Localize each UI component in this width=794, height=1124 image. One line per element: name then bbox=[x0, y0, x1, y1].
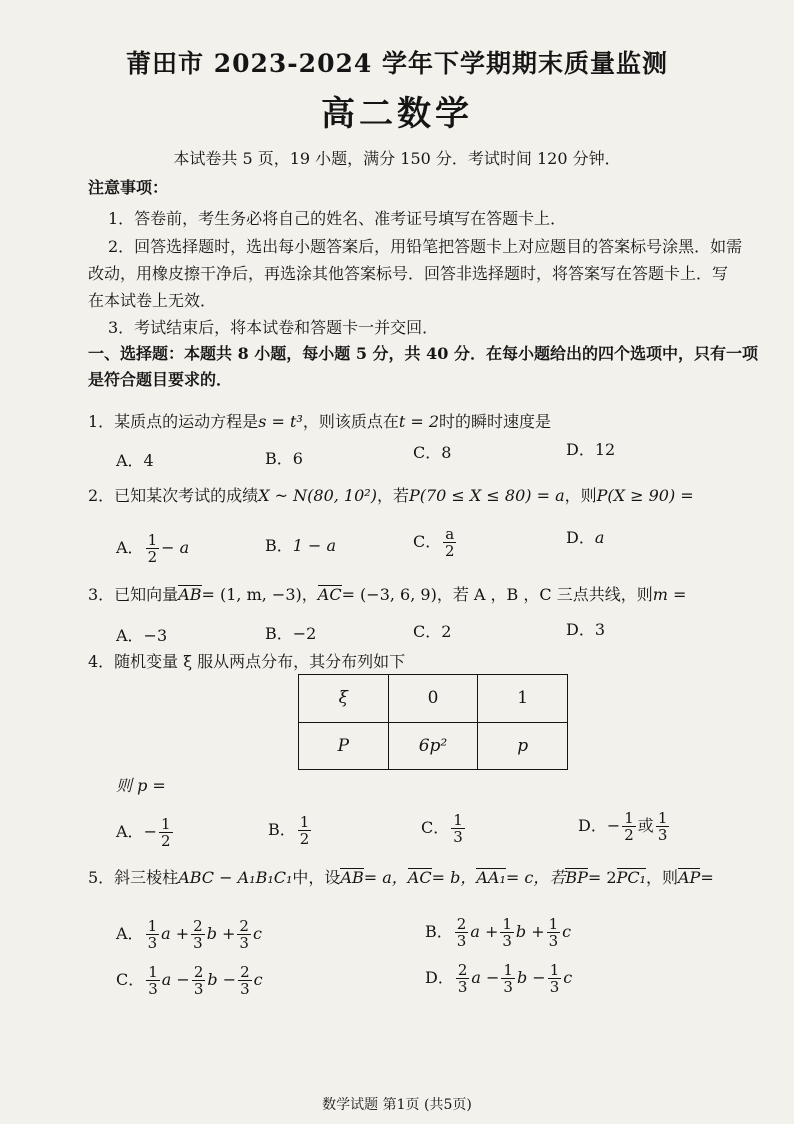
option-label: D． bbox=[566, 528, 595, 547]
q1-time: t = 2 bbox=[398, 412, 440, 431]
cell-text: ξ bbox=[338, 688, 349, 709]
minus-sign: − bbox=[143, 822, 157, 841]
option-label: B． bbox=[425, 922, 453, 941]
q3-value: = (1, m, −3)， bbox=[201, 585, 318, 604]
table-cell: 0 bbox=[388, 675, 478, 723]
q5-option-d bbox=[425, 962, 572, 995]
q5-option-b bbox=[425, 916, 571, 949]
q5-value: = a， bbox=[363, 868, 408, 887]
numerator: 1 bbox=[624, 809, 634, 827]
option-label: B． bbox=[268, 820, 296, 839]
denominator: 2 bbox=[160, 832, 171, 850]
q1-text: ，则该质点在 bbox=[302, 412, 399, 431]
q5-ask: = bbox=[700, 868, 714, 887]
vector-ab: AB bbox=[178, 585, 202, 604]
note-item: 1．答卷前，考生务必将自己的姓名、准考证号填写在答题卡上． bbox=[108, 209, 567, 228]
q2-option-b bbox=[265, 536, 336, 556]
table-cell bbox=[299, 722, 389, 770]
q2-text: ，则 bbox=[564, 486, 597, 505]
fraction bbox=[159, 816, 173, 849]
fraction bbox=[443, 526, 456, 559]
cell-text: 6p² bbox=[418, 735, 448, 756]
q2-text: ，若 bbox=[376, 486, 409, 505]
fraction bbox=[237, 918, 251, 951]
numerator: 2 bbox=[457, 961, 468, 979]
denominator: 2 bbox=[624, 826, 634, 844]
q5-value: = 2 bbox=[587, 868, 617, 887]
denominator: 3 bbox=[147, 934, 158, 952]
option-label: D． bbox=[578, 816, 607, 835]
section-heading: 一、选择题：本题共 8 小题，每小题 5 分，共 40 分．在每小题给出的四个选项中，只有一项 bbox=[88, 344, 758, 363]
denominator: 3 bbox=[193, 934, 203, 952]
term: c bbox=[252, 924, 262, 943]
numerator: 1 bbox=[147, 531, 158, 549]
term: a + bbox=[470, 922, 499, 941]
vector-ac: AC bbox=[317, 585, 342, 604]
denominator: 2 bbox=[444, 542, 455, 560]
q4-option-d bbox=[578, 810, 671, 843]
note-item: 2．回答选择题时，选出每小题答案后，用铅笔把答题卡上对应题目的答案标号涂黑．如需 bbox=[108, 237, 743, 256]
q2-probability: P(70 ≤ X ≤ 80) = a bbox=[408, 486, 565, 505]
table-cell: 1 bbox=[478, 675, 568, 723]
numerator: 2 bbox=[456, 915, 467, 933]
denominator: 3 bbox=[148, 980, 158, 998]
term: a − bbox=[471, 968, 500, 987]
or-word: 或 bbox=[637, 816, 654, 835]
option-label: B． bbox=[265, 536, 293, 555]
vector-pc1: PC₁ bbox=[616, 868, 646, 887]
table-cell bbox=[478, 722, 568, 770]
option-label: D． bbox=[425, 968, 454, 987]
numerator: a bbox=[445, 525, 455, 543]
option-value: 1 − a bbox=[292, 536, 337, 555]
q3-option-d: D．3 bbox=[566, 620, 606, 639]
q1-option-c: C．8 bbox=[413, 443, 452, 462]
option-label: A． bbox=[116, 924, 144, 943]
table-row bbox=[299, 722, 568, 770]
denominator: 2 bbox=[299, 830, 310, 848]
q5-text: 中，设 bbox=[292, 868, 341, 887]
numerator: 2 bbox=[193, 917, 203, 935]
denominator: 2 bbox=[147, 548, 158, 566]
minus-sign: − bbox=[606, 816, 621, 835]
q2-option-d bbox=[566, 528, 604, 548]
q4-ask-text: 则 p = bbox=[116, 776, 166, 795]
q1-text: 1．某质点的运动方程是 bbox=[88, 412, 259, 431]
distribution-table bbox=[298, 674, 568, 770]
numerator: 1 bbox=[453, 811, 463, 829]
question-4-stem: 4．随机变量 ξ 服从两点分布，其分布列如下 bbox=[88, 652, 406, 671]
option-value: a bbox=[594, 528, 605, 547]
q2-option-a bbox=[116, 532, 189, 565]
fraction bbox=[548, 962, 562, 995]
question-2-stem bbox=[88, 486, 694, 506]
notes-heading: 注意事项： bbox=[88, 178, 169, 197]
q1-equation: s = t³ bbox=[258, 412, 303, 431]
q2-option-c bbox=[413, 526, 458, 559]
option-label: A． bbox=[116, 822, 144, 841]
numerator: 1 bbox=[548, 915, 559, 933]
numerator: 1 bbox=[657, 809, 668, 827]
question-3-stem bbox=[88, 585, 686, 605]
q5-option-c bbox=[116, 964, 263, 997]
q5-text: 5．斜三棱柱 bbox=[88, 868, 179, 887]
vector-bp: BP bbox=[565, 868, 588, 887]
term: a − bbox=[161, 970, 190, 989]
fraction bbox=[191, 918, 205, 951]
q4-option-b bbox=[268, 814, 313, 847]
denominator: 3 bbox=[657, 826, 668, 844]
numerator: 2 bbox=[239, 917, 249, 935]
q5-value: = c，若 bbox=[505, 868, 566, 887]
fraction bbox=[656, 810, 670, 843]
note-item: 改动，用橡皮擦干净后，再选涂其他答案标号．回答非选择题时，将答案写在答题卡上．写 bbox=[88, 264, 729, 283]
numerator: 1 bbox=[160, 815, 171, 833]
fraction bbox=[298, 814, 312, 847]
question-1-stem bbox=[88, 412, 551, 432]
numerator: 1 bbox=[549, 961, 560, 979]
denominator: 3 bbox=[457, 978, 468, 996]
q1-option-a: A．4 bbox=[116, 451, 154, 470]
fraction bbox=[451, 812, 465, 845]
fraction bbox=[192, 964, 206, 997]
vector-ac: AC bbox=[407, 868, 432, 887]
numerator: 2 bbox=[193, 963, 204, 981]
denominator: 3 bbox=[548, 932, 559, 950]
fraction bbox=[501, 962, 515, 995]
fraction bbox=[622, 810, 636, 843]
term: c bbox=[562, 922, 572, 941]
q3-option-c: C．2 bbox=[413, 622, 452, 641]
option-label: C． bbox=[116, 970, 145, 989]
q3-text: 3．已知向量 bbox=[88, 585, 179, 604]
q2-text: 2．已知某次考试的成绩 bbox=[88, 486, 259, 505]
q4-option-a bbox=[116, 816, 175, 849]
cell-text: P bbox=[337, 735, 350, 756]
numerator: 1 bbox=[147, 917, 158, 935]
numerator: 1 bbox=[148, 963, 158, 981]
q3-value: = (−3, 6, 9) bbox=[341, 585, 437, 604]
denominator: 3 bbox=[193, 980, 204, 998]
q5-option-a bbox=[116, 918, 262, 951]
note-item: 在本试卷上无效． bbox=[88, 291, 217, 310]
denominator: 3 bbox=[503, 978, 513, 996]
q1-option-d: D．12 bbox=[566, 440, 616, 459]
fraction bbox=[456, 962, 470, 995]
page-footer: 数学试题 第1页 (共5页) bbox=[322, 1097, 472, 1113]
fraction bbox=[146, 918, 160, 951]
fraction bbox=[238, 964, 252, 997]
q3-option-b: B．−2 bbox=[265, 624, 317, 643]
vector-aa1: AA₁ bbox=[476, 868, 506, 887]
q5-value: = b， bbox=[431, 868, 477, 887]
denominator: 3 bbox=[453, 828, 463, 846]
q1-option-b: B．6 bbox=[265, 449, 303, 468]
prism-name: ABC − A₁B₁C₁ bbox=[178, 868, 293, 887]
fraction bbox=[455, 916, 469, 949]
term: c bbox=[253, 970, 263, 989]
vector-ap: AP bbox=[677, 868, 701, 887]
term: b + bbox=[206, 924, 236, 943]
section-heading-cont: 是符合题目要求的． bbox=[88, 370, 233, 389]
term: b − bbox=[207, 970, 237, 989]
q1-text: 时的瞬时速度是 bbox=[439, 412, 552, 431]
denominator: 3 bbox=[240, 980, 250, 998]
fraction bbox=[146, 532, 160, 565]
cell-text: p bbox=[517, 735, 529, 756]
q2-distribution: X ~ N(80, 10²) bbox=[258, 486, 377, 505]
option-label: C． bbox=[421, 818, 450, 837]
q2-ask: P(X ≥ 90) = bbox=[596, 486, 694, 505]
fraction bbox=[547, 916, 561, 949]
q3-text: ，若 A ，B ，C 三点共线，则 bbox=[436, 585, 653, 604]
exam-meta: 本试卷共 5 页，19 小题，满分 150 分．考试时间 120 分钟． bbox=[173, 149, 621, 168]
exam-title: 莆田市 2023-2024 学年下学期期末质量监测 bbox=[126, 49, 668, 78]
q5-text: ，则 bbox=[645, 868, 678, 887]
option-label: A． bbox=[116, 538, 144, 557]
vector-ab: AB bbox=[340, 868, 364, 887]
subject-title: 高二数学 bbox=[321, 94, 473, 134]
term: c bbox=[563, 968, 573, 987]
table-cell bbox=[299, 675, 389, 723]
table-row bbox=[299, 675, 568, 723]
q4-option-c bbox=[421, 812, 467, 845]
option-label: C． bbox=[413, 532, 442, 551]
q3-option-a: A．−3 bbox=[116, 626, 168, 645]
denominator: 3 bbox=[239, 934, 249, 952]
term: b + bbox=[515, 922, 545, 941]
fraction bbox=[146, 964, 160, 997]
denominator: 3 bbox=[502, 932, 512, 950]
q4-ask bbox=[116, 776, 166, 796]
denominator: 3 bbox=[456, 932, 467, 950]
term: b − bbox=[516, 968, 546, 987]
numerator: 1 bbox=[502, 915, 512, 933]
denominator: 3 bbox=[549, 978, 560, 996]
numerator: 1 bbox=[299, 813, 310, 831]
question-5-stem bbox=[88, 868, 714, 888]
note-item: 3．考试结束后，将本试卷和答题卡一并交回． bbox=[108, 318, 439, 337]
table-cell bbox=[388, 722, 478, 770]
q3-ask: m = bbox=[652, 585, 687, 604]
option-tail: − a bbox=[161, 538, 190, 557]
term: a + bbox=[161, 924, 190, 943]
numerator: 2 bbox=[240, 963, 250, 981]
numerator: 1 bbox=[503, 961, 513, 979]
fraction bbox=[500, 916, 514, 949]
